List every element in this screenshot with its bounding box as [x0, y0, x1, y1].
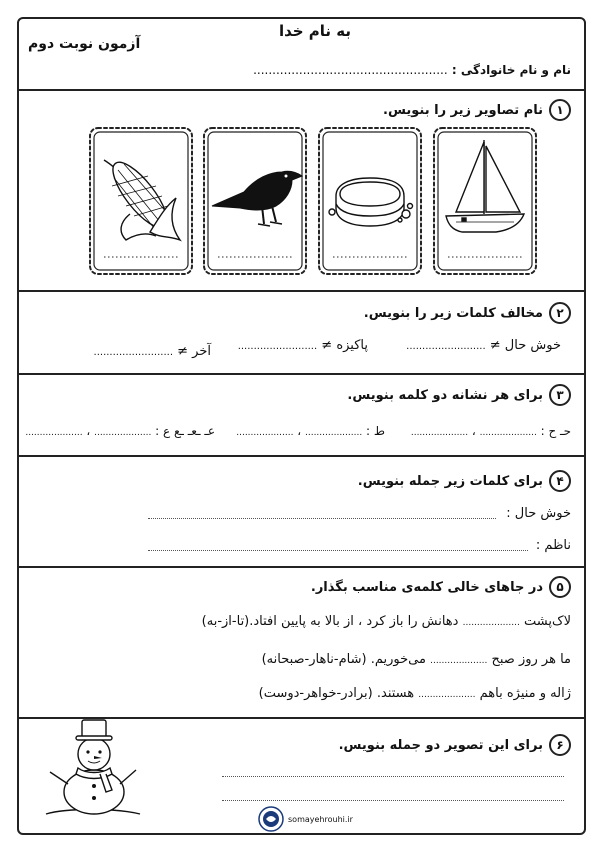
question-number: ۱ [549, 99, 571, 121]
section-divider [19, 566, 584, 568]
sign-label: ط : [366, 424, 385, 438]
answer-line[interactable] [222, 776, 564, 777]
fill-sentence: ژاله و منیژه باهم .................... هستند. (برادر-خواهر-دوست) [258, 686, 571, 701]
question-prompt: نام تصاویر زیر را بنویس. [383, 102, 543, 118]
sailboat-icon [446, 140, 524, 232]
answer-line[interactable] [148, 550, 528, 551]
question-4 [358, 470, 571, 492]
exam-title: آزمون نوبت دوم [28, 36, 141, 52]
question-3 [347, 384, 571, 406]
name-label: نام و نام خانوادگی : [451, 63, 571, 77]
antonym-word: خوش حال ≠ [489, 338, 561, 353]
question-prompt: مخالف کلمات زیر را بنویس. [363, 305, 543, 321]
footer [258, 806, 353, 832]
answer-blank[interactable]: ......................... [406, 341, 486, 352]
answer-blank[interactable]: ......................... [237, 341, 318, 352]
question-number: ۶ [549, 734, 571, 756]
question-number: ۳ [549, 384, 571, 406]
question-prompt: برای کلمات زیر جمله بنویس. [357, 473, 543, 489]
answer-blank[interactable]: .................... [462, 618, 520, 628]
page-title: به نام خدا [278, 22, 352, 40]
answer-blank[interactable]: .................... [479, 428, 537, 438]
snowman-icon [36, 714, 146, 824]
question-prompt: در جاهای خالی کلمه‌ی مناسب بگذار. [310, 579, 543, 595]
sign-item [411, 424, 571, 438]
answer-blank[interactable]: .................... [236, 428, 294, 438]
question-prompt: برای این تصویر دو جمله بنویس. [338, 737, 543, 753]
question-5 [311, 576, 571, 598]
section-divider [19, 373, 584, 375]
antonym-word: پاکیزه ≠ [321, 338, 368, 353]
fill-sentence: ما هر روز صبح .................... می‌خوریم. (شام-ناهار-صبحانه) [261, 652, 571, 667]
answer-blank[interactable]: ......................... [93, 347, 173, 358]
site-url[interactable]: somayehrouhi.ir [288, 814, 353, 824]
question-prompt: برای هر نشانه دو کلمه بنویس. [347, 387, 543, 403]
answer-blank[interactable]: .................... [304, 428, 363, 438]
answer-blank[interactable]: .................... [430, 656, 488, 666]
question-6 [339, 734, 571, 756]
sign-label: حـ ح : [540, 424, 571, 438]
sign-item [25, 424, 215, 438]
antonym-item [94, 344, 211, 359]
fill-sentence: لاک‌پشت .................... دهانش را باز کرد ، از بالا به پایین افتاد.(تا-از-به) [201, 614, 571, 629]
section-divider [19, 290, 584, 292]
separator: ، [297, 424, 302, 438]
question-number: ۵ [549, 576, 571, 598]
answer-blank[interactable]: .................... [94, 428, 152, 438]
antonym-item [406, 338, 561, 353]
antonym-word: آخر ≠ [177, 344, 211, 359]
antonym-item [238, 338, 368, 353]
separator: ، [471, 424, 476, 438]
site-logo-icon [258, 806, 284, 832]
answer-blank[interactable]: .................... [418, 690, 476, 700]
card-frame [434, 128, 536, 274]
sign-label: عـ ـعـ ـع ع : [155, 424, 215, 438]
sentence-word: خوش حال : [506, 506, 571, 521]
answer-blank[interactable]: .................... [410, 428, 469, 438]
corn-icon [104, 155, 180, 240]
sentence-word: ناظم : [535, 538, 571, 553]
name-line[interactable]: ................................................... [253, 63, 448, 77]
soap-icon [329, 178, 413, 226]
question-number: ۲ [549, 302, 571, 324]
answer-line[interactable] [148, 518, 496, 519]
answer-blank[interactable]: .................... [25, 428, 83, 438]
section-divider [19, 455, 584, 457]
answer-line[interactable] [222, 800, 564, 801]
separator: ، [86, 424, 91, 438]
sign-item [236, 424, 385, 438]
question-number: ۴ [549, 470, 571, 492]
crow-icon [212, 171, 302, 226]
question-2 [364, 302, 571, 324]
